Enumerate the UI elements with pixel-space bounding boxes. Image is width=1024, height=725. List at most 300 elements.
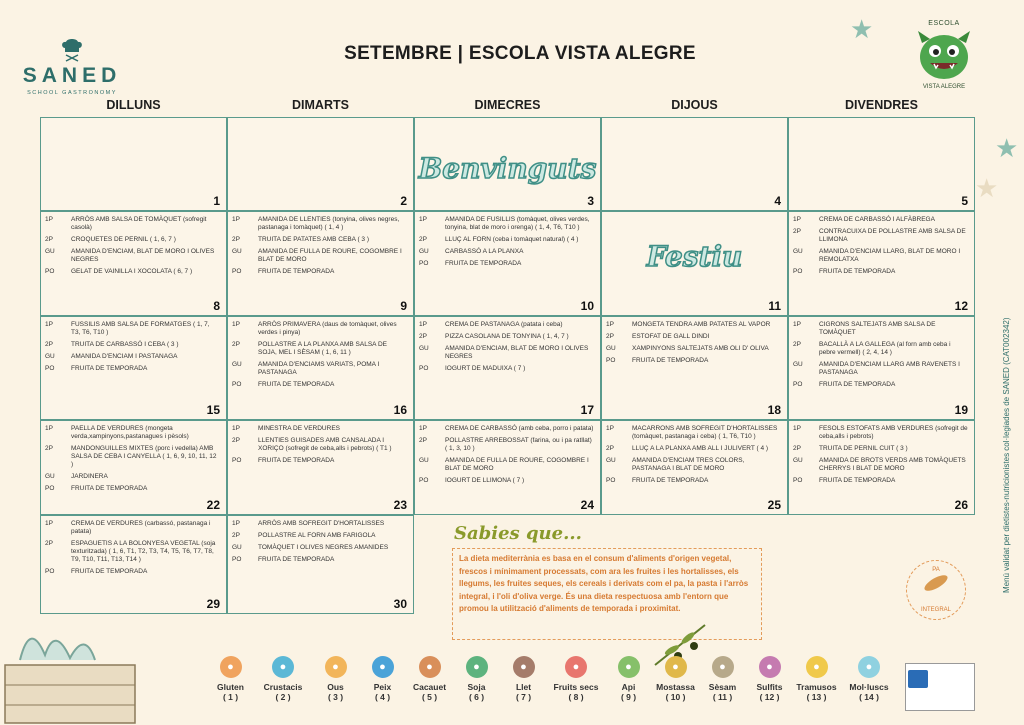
meal-description: LLUÇ A LA PLANXA AMB ALL I JULIVERT ( 4 ): [632, 445, 769, 452]
brand-tagline: SCHOOL GASTRONOMY: [27, 90, 117, 96]
meal-course-code: 1P: [45, 321, 53, 328]
meal-course-code: GU: [45, 248, 55, 255]
chef-hat-icon: [59, 38, 85, 62]
meal-course-code: PO: [606, 357, 616, 364]
meal-description: CARBASSÓ A LA PLANXA: [445, 248, 524, 255]
allergen-label: Tramusos: [796, 682, 837, 692]
meal-course-code: PO: [419, 365, 429, 372]
meal-row: [232, 236, 407, 244]
wheat-icon: ●: [220, 656, 242, 678]
allergen-label: Cacauet: [412, 682, 447, 692]
meal-description: FESOLS ESTOFATS AMB VERDURES (sofregit de ceba,alls i pebrots): [819, 425, 968, 440]
school-logo: [914, 20, 974, 100]
meal-row: [793, 216, 968, 224]
meal-row: [793, 457, 968, 473]
meal-row: [793, 361, 968, 377]
meal-course-code: GU: [45, 473, 55, 480]
allergen-item: [700, 656, 745, 702]
day-number: 9: [400, 299, 407, 313]
day-cell: [227, 117, 414, 211]
meal-row: [45, 216, 220, 232]
day-cell: [601, 117, 788, 211]
meal-course-code: 1P: [793, 425, 801, 432]
meal-course-code: PO: [232, 457, 242, 464]
bread-icon: [921, 573, 951, 593]
meal-description: CREMA DE PASTANAGA (patata i ceba): [445, 321, 563, 328]
weekday-header-row: [40, 98, 975, 112]
vegetable-crate-icon: [0, 620, 150, 725]
allergen-number: ( 13 ): [806, 692, 827, 702]
day-number: 26: [954, 498, 968, 512]
meal-course-code: 2P: [232, 341, 240, 348]
meal-description: AMANIDA DE BROTS VERDS AMB TOMÀQUETS CHERRYS I BLAT DE MORO: [819, 457, 966, 472]
meal-row: [419, 333, 594, 341]
meal-course-code: PO: [793, 381, 803, 388]
day-number: 23: [393, 498, 407, 512]
weekday-header: DIMECRES: [474, 98, 541, 112]
tuv-logo-icon: [908, 670, 928, 688]
meal-description: FRUITA DE TEMPORADA: [632, 477, 709, 484]
celery-icon: ●: [618, 656, 640, 678]
peanut-icon: ●: [419, 656, 441, 678]
day-cell: [40, 316, 227, 420]
meal-row: [419, 365, 594, 373]
meal-description: IOGURT DE LLIMONA ( 7 ): [445, 477, 525, 484]
meal-description: AMANIDA D'ENCIAM LLARG, BLAT DE MORO I REMOLATXA: [819, 248, 961, 263]
meal-course-code: GU: [419, 457, 429, 464]
meal-course-code: GU: [793, 248, 803, 255]
day-number: 8: [213, 299, 220, 313]
day-cell: [788, 420, 975, 515]
allergen-label: Peix: [373, 682, 392, 692]
meal-course-code: PO: [45, 568, 55, 575]
meal-row: [45, 473, 220, 481]
meal-course-code: GU: [793, 457, 803, 464]
day-number: 11: [768, 299, 781, 313]
meal-row: [45, 425, 220, 441]
day-number: 5: [961, 194, 968, 208]
day-number: 22: [206, 498, 220, 512]
day-cell: [601, 211, 788, 316]
meal-row: [232, 532, 407, 540]
allergen-number: ( 2 ): [275, 692, 291, 702]
meal-row: [45, 445, 220, 469]
meal-description: FRUITA DE TEMPORADA: [258, 268, 335, 275]
star-icon: ★: [975, 173, 999, 203]
meal-course-code: 1P: [45, 425, 53, 432]
meal-row: [606, 357, 781, 365]
school-logo-top-text: ESCOLA: [928, 20, 960, 27]
meal-row: [419, 236, 594, 244]
sabies-text: La dieta mediterrània es basa en el consum d'aliments d'origen vegetal, frescos i mínimament processats, com ara les fruites i les hortalisses, els llegums, les fruites seques, els cereals i derivats com el pa, la pasta i l'arròs integral, i l'oli d'oliva verge. És una dieta respectuosa amb l'entorn que promou la utilització d'aliments de temporada i proximitat.: [452, 548, 762, 640]
meal-course-code: GU: [793, 361, 803, 368]
meal-row: [45, 236, 220, 244]
pa-integral-badge: [906, 560, 966, 620]
day-cell: [414, 316, 601, 420]
day-cell: [40, 515, 227, 614]
meal-row: [793, 425, 968, 441]
meal-description: MACARRONS AMB SOFREGIT D'HORTALISSES (tomàquet, pastanaga i ceba) ( 1, T6, T10 ): [632, 425, 778, 440]
day-cell: [414, 420, 601, 515]
meal-description: MINESTRA DE VERDURES: [258, 425, 340, 432]
meal-course-code: 2P: [45, 236, 53, 243]
weekday-header: DIMARTS: [292, 98, 349, 112]
meal-course-code: PO: [793, 268, 803, 275]
day-number: 18: [767, 403, 781, 417]
meal-description: AMANIDA DE LLENTIES (tonyina, olives negres, pastanaga i tomàquet) ( 1, 4 ): [258, 216, 400, 231]
allergen-number: ( 12 ): [759, 692, 780, 702]
meal-description: LLENTIES GUISADES AMB CANSALADA I XORIÇO (sofregit de ceba,alls i pebrots) ( T1 ): [258, 437, 392, 452]
meal-course-code: GU: [419, 248, 429, 255]
allergen-number: ( 6 ): [468, 692, 485, 702]
meal-row: [232, 457, 407, 465]
meal-row: [793, 381, 968, 389]
allergen-label: Ous: [327, 682, 344, 692]
day-cell: [227, 515, 414, 614]
meal-description: FRUITA DE TEMPORADA: [258, 457, 335, 464]
meal-row: [419, 321, 594, 329]
meal-description: XAMPINYONS SALTEJATS AMB OLI D' OLIVA: [632, 345, 769, 352]
meal-course-code: 1P: [232, 425, 240, 432]
meal-course-code: PO: [419, 477, 429, 484]
meal-course-code: 1P: [606, 425, 614, 432]
meal-description: PAELLA DE VERDURES (mongeta verda,xampinyons,pastanagues i pèsols): [71, 425, 189, 440]
pa-integral-top: PA: [932, 567, 940, 573]
day-number: 15: [206, 403, 220, 417]
day-number: 30: [393, 597, 407, 611]
meal-course-code: 2P: [793, 445, 801, 452]
meal-course-code: 2P: [419, 236, 427, 243]
meal-row: [232, 361, 407, 377]
allergen-item: [548, 656, 604, 702]
day-cell: [788, 316, 975, 420]
meal-description: ESPAGUETIS A LA BOLONYESA VEGETAL (soja texturitzada) ( 1, 6, T1, T2, T3, T4, T5, T6, T7, T8, T9, T10, T11, T13, T14 ): [71, 540, 216, 563]
day-number: 19: [954, 403, 968, 417]
meal-description: CREMA DE CARBASSÓ I ALFÀBREGA: [819, 216, 935, 223]
meal-course-code: GU: [232, 544, 242, 551]
meal-description: TRUITA DE CARBASSÓ I CEBA ( 3 ): [71, 341, 179, 348]
meal-row: [45, 248, 220, 264]
meal-row: [606, 321, 781, 329]
day-number: 17: [580, 403, 594, 417]
day-cell: [40, 117, 227, 211]
meal-description: FRUITA DE TEMPORADA: [258, 381, 335, 388]
allergen-item: [208, 656, 253, 702]
allergen-item: [501, 656, 546, 702]
meal-description: CONTRACUIXA DE POLLASTRE AMB SALSA DE LLIMONA: [819, 228, 966, 243]
meal-description: TOMÀQUET I OLIVES NEGRES AMANIDES: [258, 544, 389, 551]
allergen-item: [407, 656, 452, 702]
meal-row: [419, 248, 594, 256]
crab-icon: ●: [272, 656, 294, 678]
allergen-number: ( 1 ): [222, 692, 239, 702]
meal-course-code: 2P: [419, 437, 427, 444]
meal-course-code: 1P: [45, 520, 53, 527]
meal-description: FUSSILIS AMB SALSA DE FORMATGES ( 1, 7, T3, T6, T10 ): [71, 321, 210, 336]
allergen-label: Mostassa: [656, 682, 695, 692]
day-cell: [601, 420, 788, 515]
day-number: 24: [580, 498, 594, 512]
allergen-label: Mol·luscs: [849, 682, 889, 692]
meal-row: [419, 345, 594, 361]
meal-course-code: 2P: [793, 341, 801, 348]
meal-row: [232, 216, 407, 232]
meal-row: [793, 268, 968, 276]
meal-course-code: 1P: [232, 216, 240, 223]
meal-row: [606, 477, 781, 485]
meal-description: FRUITA DE TEMPORADA: [632, 357, 709, 364]
meal-course-code: 2P: [45, 540, 53, 547]
allergen-label: Sulfits: [756, 682, 783, 692]
saned-logo: [22, 38, 122, 96]
allergen-item: [841, 656, 897, 702]
meal-row: [793, 341, 968, 357]
allergen-number: ( 7 ): [515, 692, 532, 702]
day-number: 2: [400, 194, 407, 208]
meal-course-code: 1P: [45, 216, 53, 223]
meal-course-code: GU: [232, 248, 242, 255]
meal-description: CROQUETES DE PERNIL ( 1, 6, 7 ): [71, 236, 176, 243]
allergen-number: ( 14 ): [859, 692, 879, 702]
meal-course-code: PO: [45, 485, 55, 492]
day-banner: Benvinguts: [418, 152, 597, 185]
meal-course-code: 2P: [606, 445, 614, 452]
day-number: 4: [774, 194, 781, 208]
allergen-label: Crustacis: [263, 682, 303, 692]
meal-description: AMANIDA D'ENCIAMS VARIATS, POMA I PASTANAGA: [258, 361, 380, 376]
meal-row: [606, 445, 781, 453]
brand-name: SANED: [22, 64, 122, 87]
mustard-icon: ●: [665, 656, 687, 678]
meal-row: [419, 477, 594, 485]
meal-description: MONGETA TENDRA AMB PATATES AL VAPOR: [632, 321, 771, 328]
meal-description: FRUITA DE TEMPORADA: [819, 381, 896, 388]
meal-course-code: GU: [419, 345, 429, 352]
star-icon: ★: [995, 133, 1019, 163]
meal-description: POLLASTRE ARREBOSSAT (farina, ou i pa ratllat) ( 1, 3, 10 ): [445, 437, 592, 452]
meal-description: ESTOFAT DE GALL DINDI: [632, 333, 710, 340]
meal-description: LLUÇ AL FORN (ceba i tomàquet natural) ( 4 ): [445, 236, 579, 243]
meal-description: FRUITA DE TEMPORADA: [819, 268, 896, 275]
allergen-label: Llet: [515, 682, 532, 692]
allergen-item: [653, 656, 698, 702]
meal-course-code: 2P: [419, 333, 427, 340]
allergen-item: [360, 656, 405, 702]
meal-row: [793, 228, 968, 244]
meal-description: FRUITA DE TEMPORADA: [71, 568, 148, 575]
meal-course-code: 1P: [419, 321, 427, 328]
meal-course-code: GU: [45, 353, 55, 360]
meal-row: [232, 556, 407, 564]
meal-course-code: PO: [232, 268, 242, 275]
meal-description: JARDINERA: [71, 473, 108, 480]
meal-row: [793, 477, 968, 485]
meal-row: [419, 425, 594, 433]
allergen-number: ( 8 ): [568, 692, 584, 702]
meal-course-code: GU: [606, 457, 616, 464]
day-number: 3: [587, 194, 594, 208]
meal-row: [606, 333, 781, 341]
day-number: 16: [393, 403, 407, 417]
meal-description: TRUITA DE PERNIL CUIT ( 3 ): [819, 445, 908, 452]
meal-row: [45, 568, 220, 576]
meal-description: AMANIDA D'ENCIAM, BLAT DE MORO I OLIVES NEGRES: [445, 345, 589, 360]
nut-icon: ●: [565, 656, 587, 678]
day-cell: [40, 420, 227, 515]
meal-description: FRUITA DE TEMPORADA: [445, 260, 522, 267]
allergen-label: Sèsam: [708, 682, 737, 692]
meal-description: CREMA DE CARBASSÓ (amb ceba, porro i patata): [445, 425, 594, 432]
allergen-item: [255, 656, 311, 702]
meal-description: AMANIDA D'ENCIAM LLARG AMB RAVENETS I PASTANAGA: [819, 361, 960, 376]
meal-course-code: 2P: [45, 341, 53, 348]
allergen-number: ( 10 ): [665, 692, 686, 702]
meal-row: [232, 268, 407, 276]
meal-description: POLLASTRE AL FORN AMB FARIGOLA: [258, 532, 376, 539]
allergen-number: ( 11 ): [712, 692, 733, 702]
meal-description: FRUITA DE TEMPORADA: [71, 485, 148, 492]
meal-row: [606, 345, 781, 353]
soy-icon: ●: [466, 656, 488, 678]
meal-description: BACALLÀ A LA GALLEGA (al forn amb ceba i pebre vermell) ( 2, 4, 14 ): [819, 341, 951, 356]
meal-description: ARRÒS AMB SALSA DE TOMÀQUET (sofregit casolà): [71, 216, 207, 231]
allergen-legend: [208, 656, 899, 702]
meal-row: [232, 544, 407, 552]
sabies-que-box: [452, 523, 762, 643]
meal-course-code: 1P: [232, 321, 240, 328]
meal-row: [45, 341, 220, 349]
day-cell: [40, 211, 227, 316]
meal-description: AMANIDA DE FULLA DE ROURE, COGOMBRE I BLAT DE MORO: [445, 457, 589, 472]
meal-description: ARRÒS AMB SOFREGIT D'HORTALISSES: [258, 520, 385, 527]
meal-row: [419, 260, 594, 268]
meal-description: AMANIDA DE FUSILLIS (tomàquet, olives verdes, tonyina, blat de moro i orenga) ( 1, 4, T6, T10 ): [445, 216, 590, 231]
meal-course-code: 1P: [793, 321, 801, 328]
allergen-item: [747, 656, 792, 702]
validation-note: Menú validat per dietistes-nutricionistes col·legiades de SANED (CAT002342): [1002, 317, 1011, 593]
allergen-label: Gluten: [217, 682, 244, 692]
meal-course-code: 1P: [232, 520, 240, 527]
meal-course-code: 1P: [606, 321, 614, 328]
weekday-header: DIVENDRES: [845, 98, 918, 112]
meal-description: FRUITA DE TEMPORADA: [819, 477, 896, 484]
allergen-item: [454, 656, 499, 702]
day-cell: [788, 117, 975, 211]
day-cell: [227, 211, 414, 316]
meal-course-code: PO: [419, 260, 429, 267]
day-cell: [414, 211, 601, 316]
meal-description: POLLASTRE A LA PLANXA AMB SALSA DE SOJA, MEL I SÈSAM ( 1, 6, 11 ): [258, 341, 387, 356]
meal-course-code: GU: [232, 361, 242, 368]
day-cell: [227, 316, 414, 420]
meal-row: [45, 365, 220, 373]
meal-course-code: 1P: [419, 216, 427, 223]
meal-row: [606, 457, 781, 473]
fish-icon: ●: [372, 656, 394, 678]
day-banner: Festiu: [646, 240, 743, 273]
meal-description: PIZZA CASOLANA DE TONYINA ( 1, 4, 7 ): [445, 333, 569, 340]
star-icon: ★: [850, 14, 874, 44]
page-title: SETEMBRE | ESCOLA VISTA ALEGRE: [344, 43, 696, 64]
sulphite-icon: ●: [759, 656, 781, 678]
meal-row: [606, 425, 781, 441]
meal-description: ARRÒS PRIMAVERA (daus de tomàquet, olives verdes i pinya): [258, 321, 397, 336]
meal-description: CIGRONS SALTEJATS AMB SALSA DE TOMÀQUET: [819, 321, 936, 336]
meal-course-code: 2P: [232, 437, 240, 444]
meal-row: [232, 381, 407, 389]
meal-row: [45, 540, 220, 564]
allergen-label: Soja: [467, 682, 486, 692]
sesame-icon: ●: [712, 656, 734, 678]
meal-row: [232, 437, 407, 453]
allergen-label: Api: [621, 682, 636, 692]
allergen-label: Fruits secs: [553, 682, 599, 692]
day-cell: [601, 316, 788, 420]
meal-row: [45, 485, 220, 493]
tuv-certification-badge: [905, 663, 975, 711]
milk-icon: ●: [513, 656, 535, 678]
meal-row: [419, 437, 594, 453]
meal-description: AMANIDA D'ENCIAM I PASTANAGA: [71, 353, 178, 360]
weekday-header: DILLUNS: [106, 98, 161, 112]
meal-description: MANDONGUILLES MIXTES (porc i vedella) AMB SALSA DE CEBA I CANYELLA ( 1, 6, 9, 10, 11, 12 ): [71, 445, 217, 468]
school-logo-bottom-text: VISTA ALEGRE: [922, 84, 966, 90]
pa-integral-bottom: INTEGRAL: [920, 607, 951, 613]
meal-course-code: 2P: [232, 532, 240, 539]
day-cell: [227, 420, 414, 515]
meal-row: [419, 216, 594, 232]
meal-course-code: 2P: [45, 445, 53, 452]
monster-mascot-icon: [914, 27, 974, 83]
meal-row: [45, 353, 220, 361]
meal-row: [419, 457, 594, 473]
meal-description: FRUITA DE TEMPORADA: [258, 556, 335, 563]
allergen-number: ( 5 ): [421, 692, 438, 702]
meal-description: AMANIDA DE FULLA DE ROURE, COGOMBRE I BLAT DE MORO: [258, 248, 402, 263]
meal-course-code: PO: [45, 365, 55, 372]
allergen-number: ( 3 ): [327, 692, 344, 702]
meal-row: [793, 248, 968, 264]
meal-row: [232, 520, 407, 528]
mollusc-icon: ●: [858, 656, 880, 678]
egg-icon: ●: [325, 656, 347, 678]
meal-row: [232, 321, 407, 337]
sabies-title: Sabies que...: [454, 523, 582, 544]
meal-description: FRUITA DE TEMPORADA: [71, 365, 148, 372]
meal-description: IOGURT DE MADUIXA ( 7 ): [445, 365, 526, 372]
meal-course-code: PO: [793, 477, 803, 484]
meal-row: [232, 248, 407, 264]
meal-row: [45, 520, 220, 536]
day-number: 1: [213, 194, 220, 208]
allergen-item: [606, 656, 651, 702]
meal-course-code: PO: [232, 381, 242, 388]
meal-row: [232, 425, 407, 433]
meal-course-code: 2P: [606, 333, 614, 340]
lupin-icon: ●: [806, 656, 828, 678]
meal-description: CREMA DE VERDURES (carbassó, pastanaga i patata): [71, 520, 211, 535]
meal-row: [232, 341, 407, 357]
weekday-header: DIJOUS: [671, 98, 718, 112]
allergen-item: [794, 656, 839, 702]
meal-course-code: 2P: [232, 236, 240, 243]
meal-course-code: 1P: [793, 216, 801, 223]
day-number: 29: [206, 597, 220, 611]
meal-course-code: PO: [606, 477, 616, 484]
allergen-number: ( 9 ): [620, 692, 637, 702]
meal-course-code: 2P: [793, 228, 801, 235]
meal-row: [45, 321, 220, 337]
